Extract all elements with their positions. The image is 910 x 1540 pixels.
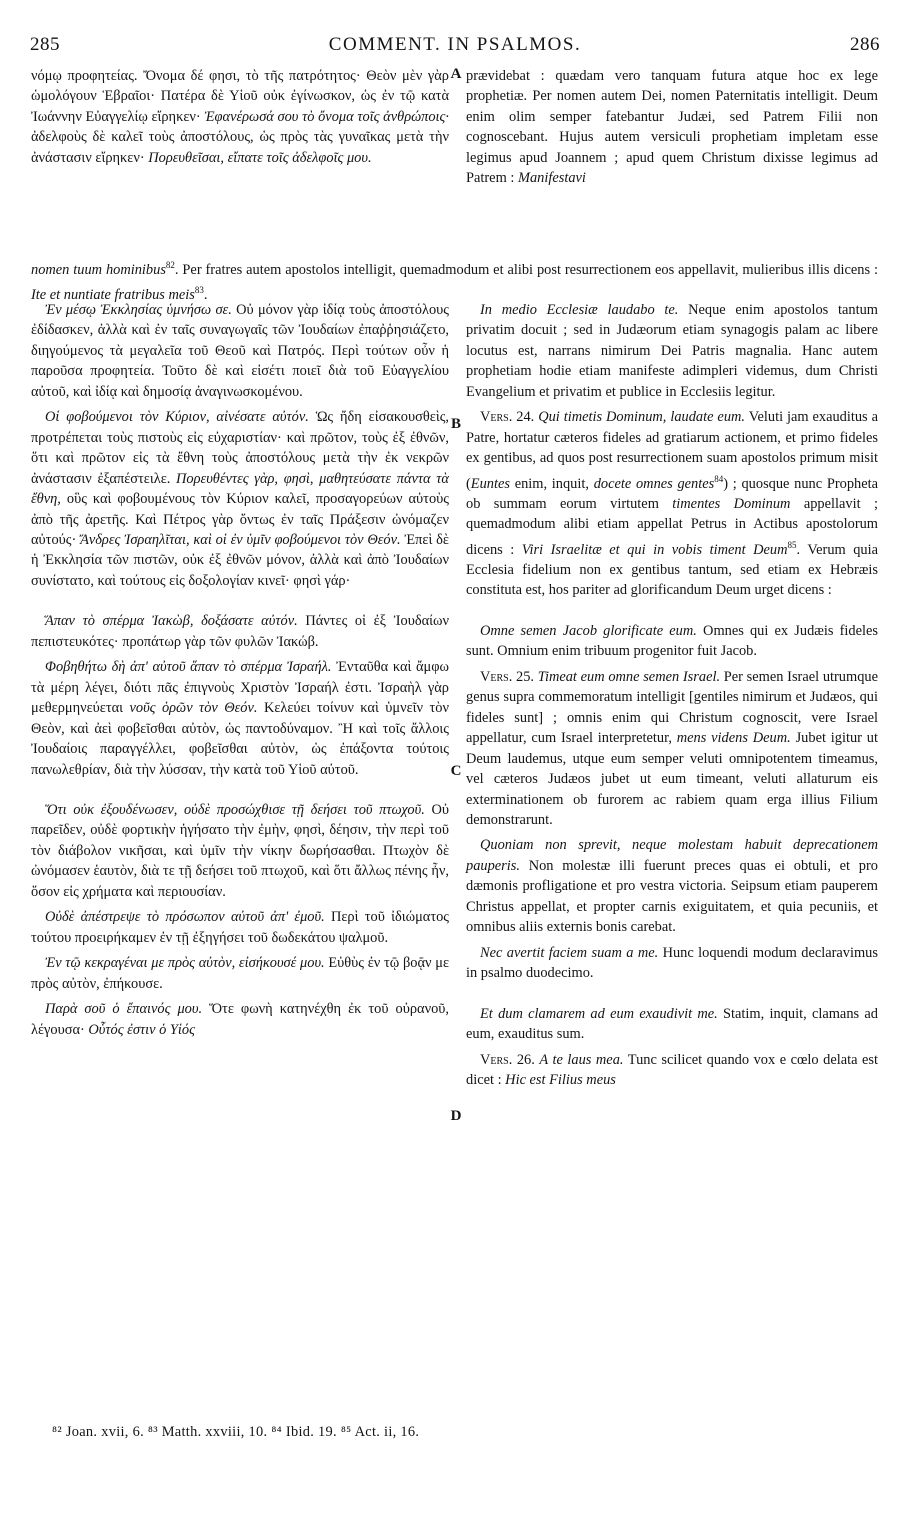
latin-paragraph: Vers. 24. Qui timetis Dominum, laudate eum. Veluti jam exauditus a Patre, hortatur cæteros fideles ad gratiarum actionem, et primo fideles ex gentibus, ad quos post resurrectionem suam apostolos primum misit (Euntes enim, inquit, docete omnes gentes$^{84}$) ; quosque nunc Propheta ob summam eorum virtutem timentes Dominum appellavit ; quemadmodum alibi etiam appellat Petrus in Actibus apostolorum dicens : Viri Israelitæ et qui in vobis timent Deum$^{85}$. Verum quia Ecclesia fidelium non ex gentibus tantum, sed etiam ex Hebræis constituta est, hos pariter ad glorificandum Deum urget dicens : (466, 409, 879, 599)
page-number-right: 286 (850, 34, 880, 55)
greek-paragraph: Φοβηθήτω δὴ ἀπ' αὐτοῦ ἅπαν τὸ σπέρμα Ἰσραήλ. Ἐνταῦθα καὶ ἄμφω τὰ μέρη λέγει, διότι πᾶς ἐπιγνοὺς Χριστὸν Ἰσραήλ ἐστι. Ἰσραὴλ γὰρ μεθερμηνεύεται νοῦς ὁρῶν τὸν Θεόν. Κελεύει τοίνυν καὶ ὑμνεῖν τὸν Θεὸν, καὶ ἀεὶ φοβεῖσθαι αὐτὸν, ὡς παντοδύναμον. Ἢ καὶ τοῖς ἄλλοις Ἰουδαίοις παραγγέλλει, φοβεῖσθαι αὐτὸν, ὡς ἐπάξοντα τούτοις πανωλεθρίαν, διὰ τὴν λύσσαν, τὴν κατὰ τοῦ Υἱοῦ αὐτοῦ. (31, 659, 449, 778)
marker-a: A (450, 66, 462, 82)
marker-d: D (450, 1108, 462, 1124)
latin-paragraph: Nec avertit faciem suam a me. Hunc loquendi modum declaravimus in psalmo duodecimo. (466, 944, 878, 982)
greek-paragraph: Ἐν μέσῳ Ἐκκλησίας ὑμνήσω σε. Οὐ μόνον γὰρ ἰδίᾳ τοὺς ἀποστόλους ἐδίδασκεν, ἀλλὰ καὶ ἐν ταῖς συναγωγαῖς τῶν Ἰουδαίων ἐπαῤῥησιάζετο, διηγούμενος τὰ μεγαλεῖα τοῦ Θεοῦ καὶ Πατρός. Περὶ τούτων οὖν ἡ παροῦσα προφητεία. Τοῦτο δὲ καὶ εἰσέτι ποιεῖ διὰ τοῦ Εὐαγγελίου αὐτοῦ, καὶ ἰδίᾳ καὶ δημοσίᾳ ἀναγινωσκομένου. (31, 302, 449, 400)
latin-paragraph-wide: nomen tuum hominibus$^{82}$. Per fratres autem apostolos intelligit, quemadmodum et alibi post resurrectionem eos appellavit, mulieribus illis dicens : Ite et nuntiate fratribus meis$^{83}$. (31, 260, 878, 304)
greek-paragraph: νόμῳ προφητείας. Ὄνομα δέ φησι, τὸ τῆς πατρότητος· Θεὸν μὲν γὰρ ὡμολόγουν Ἑβραῖοι· Πατέρα δὲ Υἱοῦ οὐκ ἐγίνωσκον, ὡς ἐν τῷ κατὰ Ἰωάννην Εὐαγγελίῳ εἴρηκεν· Ἐφανέρωσά σου τὸ ὄνομα τοῖς ἀνθρώποις· ἀδελφοὺς δὲ καλεῖ τοὺς ἀποστόλους, ὡς πρὸς τὰς γυναῖκας μετὰ τὴν ἀνάστασιν εἴρηκεν· Πορευθεῖσαι, εἴπατε τοῖς ἀδελφοῖς μου. (31, 68, 449, 166)
greek-paragraph: Παρὰ σοῦ ὁ ἔπαινός μου. Ὅτε φωνὴ κατηνέχθη ἐκ τοῦ οὐρανοῦ, λέγουσα· Οὗτός ἐστιν ὁ Υἱός (31, 1001, 449, 1038)
latin-column (466, 300, 878, 1095)
latin-paragraph: Omne semen Jacob glorificate eum. Omnes qui ex Judæis fideles sunt. Omnium enim tribuum progenitor fuit Jacob. (466, 622, 878, 660)
latin-paragraph: Et dum clamarem ad eum exaudivit me. Statim, inquit, clamans ad eum, exauditus sum. (466, 1005, 878, 1043)
full-width-passage (31, 255, 878, 306)
latin-paragraph: prævidebat : quædam vero tanquam futura atque hoc ex lege prophetiæ. Per nomen autem Dei, nomen Paternitatis intelligit. Deum enim olim semper fatebantur Judæi, sed Patrem Filii non cognoscebant. Hujus autem versiculi prophetiam impletam esse legimus apud Joannem ; apud quem Christum dixisse legimus ad Patrem : Manifestavi (466, 68, 878, 187)
footnotes: ⁸² Joan. xvii, 6. ⁸³ Matth. xxviii, 10. ⁸⁴ Ibid. 19. ⁸⁵ Act. ii, 16. (52, 1424, 420, 1440)
greek-column-top (31, 66, 449, 252)
latin-column-top (466, 66, 878, 252)
greek-paragraph: Ἐν τῷ κεκραγέναι με πρὸς αὐτὸν, εἰσήκουσέ μου. Εὐθὺς ἐν τῷ βοᾷν με πρὸς αὐτὸν, ἐπήκουσε. (31, 955, 449, 992)
greek-paragraph: Οὐδὲ ἀπέστρεψε τὸ πρόσωπον αὐτοῦ ἀπ' ἐμοῦ. Περὶ τοῦ ἰδιώματος τούτου προειρήκαμεν ἐν τῇ ἐξηγήσει τοῦ δωδεκάτου ψαλμοῦ. (31, 909, 449, 946)
greek-column (31, 300, 449, 1045)
marker-b: B (450, 416, 461, 432)
running-title: COMMENT. IN PSALMOS. (328, 34, 582, 55)
latin-paragraph: Vers. 25. Timeat eum omne semen Israel. Per semen Israel utrumque genus supra commemoratum intelligit [gentiles nimirum et Judæos, qui fideles sunt] ; omnis enim qui Christum cognoscit, vere Israel appellatur, cum Israel interpretetur, mens videns Deum. Jubet igitur ut Deum laudemus, utque eum semper veluti omnipotentem timeamus, vel cæteros Judæos jubet ut eum timeant, veluti allaturum eis exterminationem ob furorem ac rabiem quam erga illius Filium demonstrarunt. (466, 668, 878, 829)
page-number-left: 285 (30, 34, 60, 55)
greek-paragraph: Οἱ φοβούμενοι τὸν Κύριον, αἰνέσατε αὐτόν. Ὡς ἤδη εἰσακουσθεὶς, προτρέπεται τοὺς πιστοὺς εἰς εὐχαριστίαν· καὶ πρῶτον, τοὺς ἐξ ἐθνῶν, ὅτι καὶ πρῶτον εἰς τὰ ἔθνη τοὺς ἀποστόλους μετὰ τὴν ἐκ νεκρῶν ἀνάστασιν ἐξαπέστειλε. Πορευθέντες γὰρ, φησὶ, μαθητεύσατε πάντα τὰ ἔθνη, οὓς καὶ φοβουμένους τὸν Κύριον καλεῖ, προσαγορεύων αὐτοὺς ἀπὸ τῆς ἀρετῆς. Καὶ Πέτρος γὰρ ὄντως ἐν ταῖς Πράξεσιν ὠνόμαζεν αὐτούς· Ἄνδρες Ἰσραηλῖται, καὶ οἱ ἐν ὑμῖν φοβούμενοι τὸν Θεόν. Ἐπεὶ δὲ ἡ Ἐκκλησία τῶν πιστῶν, οὐκ ἐξ ἐθνῶν μόνον, ἀλλὰ καὶ ἀπὸ Ἰουδαίων συνίστατο, καὶ τούτους εἰς δοξολογίαν κινεῖ· φησὶ γάρ· (31, 409, 449, 589)
marker-c: C (450, 763, 462, 779)
latin-paragraph: Vers. 26. A te laus mea. Tunc scilicet quando vox e cœlo delata est dicet : Hic est Filius meus (466, 1051, 878, 1088)
running-header (30, 34, 880, 60)
greek-paragraph: Ἅπαν τὸ σπέρμα Ἰακὼβ, δοξάσατε αὐτόν. Πάντες οἱ ἐξ Ἰουδαίων πεπιστευκότες· προπάτωρ γὰρ τῶν φυλῶν Ἰακώβ. (31, 613, 449, 650)
latin-paragraph: In medio Ecclesiæ laudabo te. Neque enim apostolos tantum privatim docuit ; sed in Judæorum etiam synagogis palam ac libere locutus est, narrans nimirum Dei Patris magnalia. Hanc autem prophetiam hodie etiam manifeste adimpleri videmus, dum Christi Evangelium et privatim et publice in Ecclesiis legitur. (466, 302, 878, 400)
greek-paragraph: Ὅτι οὐκ ἐξουδένωσεν, οὐδὲ προσώχθισε τῇ δεήσει τοῦ πτωχοῦ. Οὐ παρεῖδεν, οὐδὲ φορτικὴν ἡγήσατο τὴν ἐμὴν, φησὶ, δέησιν, τὴν περὶ τοῦ τὸν διάβολον νικῆσαι, καὶ ὑμῖν τὴν νίκην δωρήσασθαι. Πτωχὸν δὲ ὠνόμασεν ἑαυτὸν, διὰ τε τῇ δεήσει τοῦ πτωχοῦ, καὶ ὅτι ἄλλως πένης ἦν, ὅσον εἰς χρήματα καὶ περιουσίαν. (31, 801, 449, 900)
latin-paragraph: Quoniam non sprevit, neque molestam habuit deprecationem pauperis. Non molestæ illi fuerunt preces quas ei obtuli, et pro dæmonis profligatione et pro vestra victoria. Seipsum etiam pauperem Christus appellat, et propter carnis exiguitatem, et quia pecuniis, et omnibus aliis externis bonis carebat. (466, 837, 878, 936)
